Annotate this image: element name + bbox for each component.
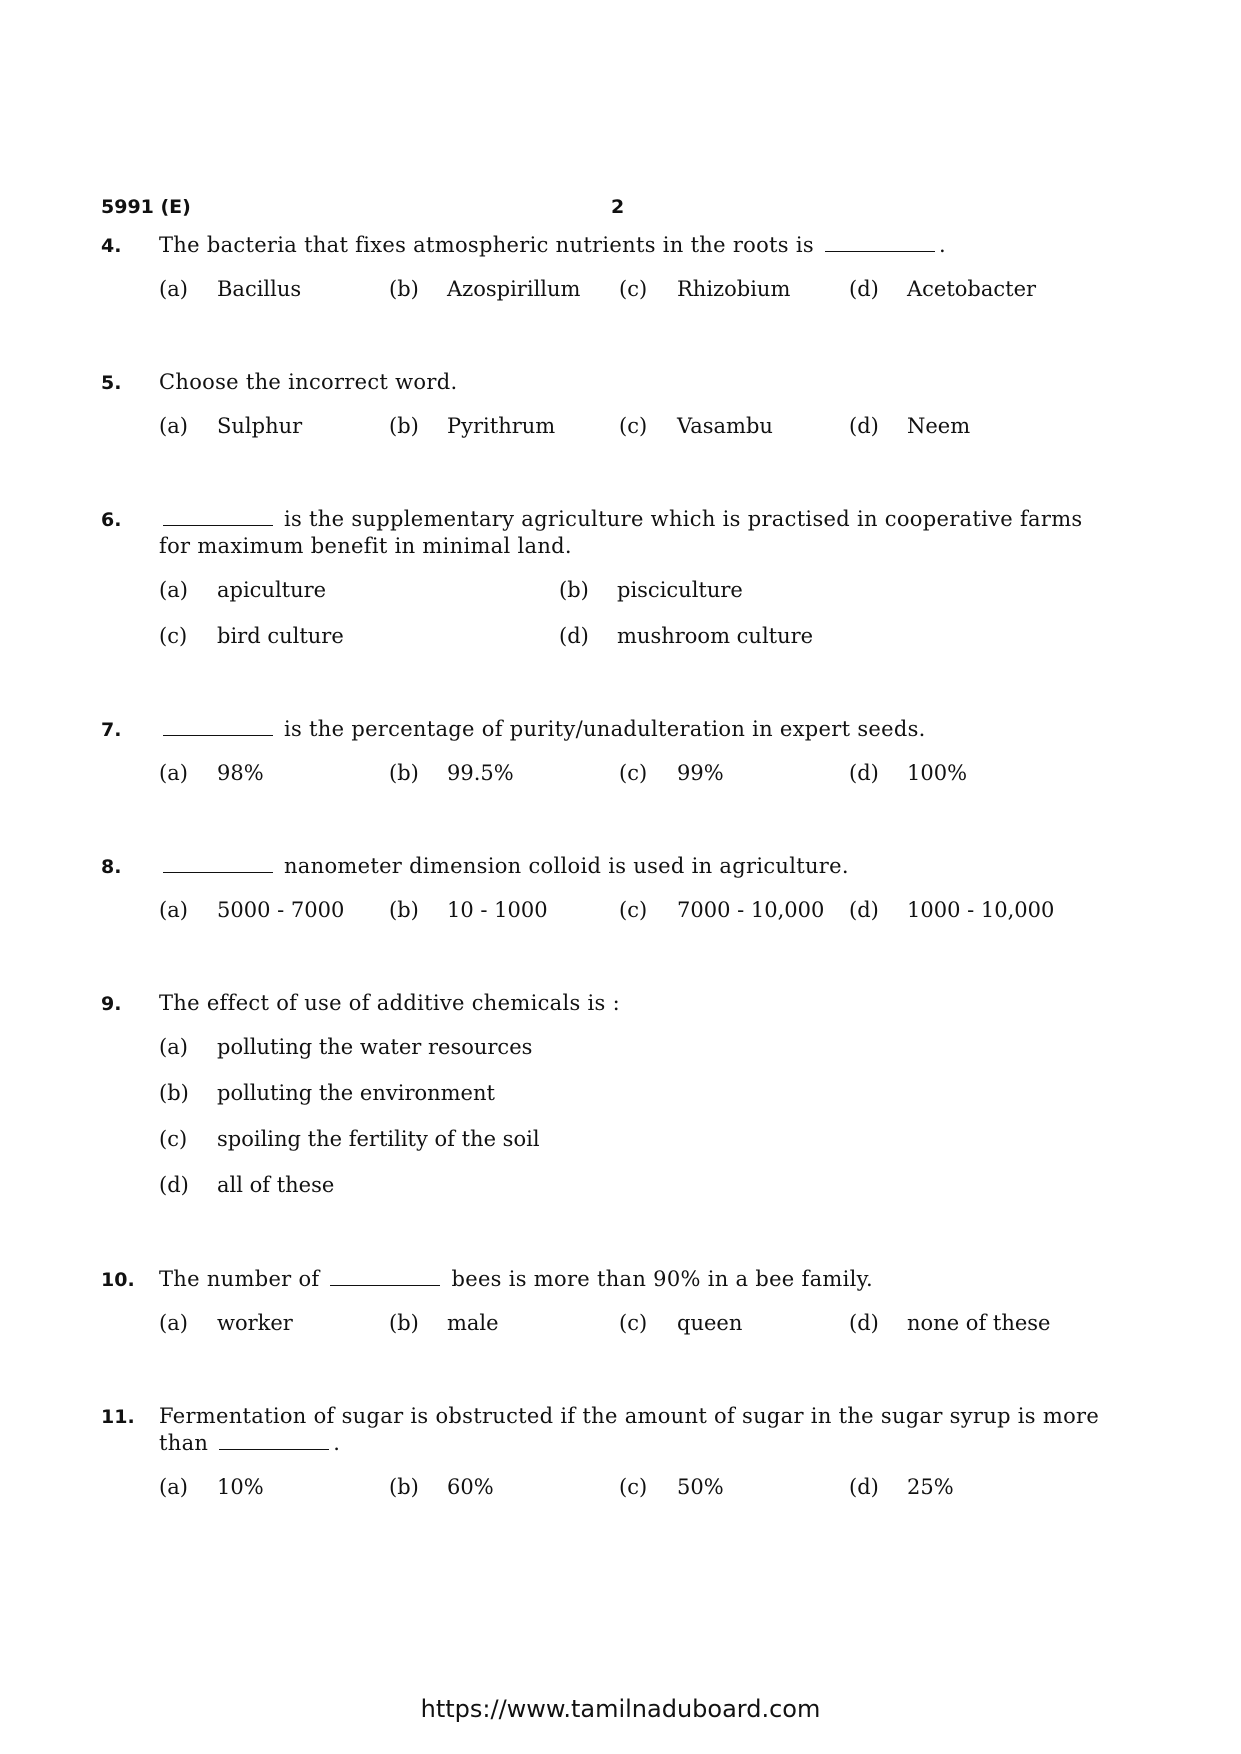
- answer-blank: [825, 250, 935, 252]
- question-7: [101, 716, 1101, 807]
- footer-url[interactable]: https://www.tamilnaduboard.com: [420, 1695, 821, 1723]
- question-number: 11.: [101, 1406, 135, 1428]
- option-a: (a) 10%: [159, 1475, 264, 1499]
- question-text-end: .: [938, 233, 946, 257]
- question-number: 8.: [101, 856, 122, 878]
- question-text: The number of: [159, 1267, 320, 1291]
- option-c: (c) 50%: [619, 1475, 724, 1499]
- question-9: [101, 990, 1101, 1219]
- question-10: [101, 1266, 1101, 1357]
- question-text: The effect of use of additive chemicals is :: [159, 991, 620, 1015]
- option-c: (c) spoiling the fertility of the soil: [159, 1127, 540, 1151]
- question-text-end: .: [333, 1431, 341, 1455]
- question-5: [101, 369, 1101, 460]
- answer-blank: [219, 1448, 329, 1450]
- paper-code: 5991 (E): [101, 196, 191, 218]
- question-number: 9.: [101, 993, 122, 1015]
- option-b: (b) 10 - 1000: [389, 898, 548, 922]
- page-number: 2: [611, 196, 625, 218]
- question-number: 10.: [101, 1269, 135, 1291]
- option-d: (d) mushroom culture: [559, 624, 814, 648]
- answer-blank: [163, 734, 273, 736]
- question-8: [101, 853, 1101, 944]
- question-6: [101, 506, 1101, 670]
- question-4: [101, 232, 1101, 323]
- question-number: 6.: [101, 509, 122, 531]
- question-text: is the supplementary agriculture which is practised in cooperative farms for maximum benefit in minimal land.: [159, 507, 1083, 558]
- option-d: (d) 25%: [849, 1475, 954, 1499]
- option-c: (c) 7000 - 10,000: [619, 898, 825, 922]
- question-text: is the percentage of purity/unadulteration in expert seeds.: [283, 717, 926, 741]
- option-a: (a) apiculture: [159, 578, 327, 602]
- option-a: (a) worker: [159, 1311, 293, 1335]
- question-text-end: bees is more than 90% in a bee family.: [451, 1267, 873, 1291]
- option-b: (b) polluting the environment: [159, 1081, 495, 1105]
- option-d: (d) Acetobacter: [849, 277, 1037, 301]
- question-text: Choose the incorrect word.: [159, 370, 458, 394]
- option-b: (b) 60%: [389, 1475, 494, 1499]
- option-d: (d) 1000 - 10,000: [849, 898, 1055, 922]
- question-text: The bacteria that fixes atmospheric nutrients in the roots is: [159, 233, 814, 257]
- question-number: 5.: [101, 372, 122, 394]
- option-d: (d) Neem: [849, 414, 971, 438]
- answer-blank: [330, 1284, 440, 1286]
- option-c: (c) bird culture: [159, 624, 344, 648]
- option-a: (a) 5000 - 7000: [159, 898, 345, 922]
- option-b: (b) pisciculture: [559, 578, 743, 602]
- option-b: (b) male: [389, 1311, 499, 1335]
- option-c: (c) Vasambu: [619, 414, 773, 438]
- option-b: (b) Azospirillum: [389, 277, 581, 301]
- option-a: (a) Bacillus: [159, 277, 302, 301]
- option-c: (c) 99%: [619, 761, 724, 785]
- option-d: (d) 100%: [849, 761, 968, 785]
- option-a: (a) polluting the water resources: [159, 1035, 533, 1059]
- option-a: (a) 98%: [159, 761, 264, 785]
- option-b: (b) 99.5%: [389, 761, 514, 785]
- question-number: 4.: [101, 235, 122, 257]
- option-d: (d) all of these: [159, 1173, 335, 1197]
- option-b: (b) Pyrithrum: [389, 414, 556, 438]
- option-a: (a) Sulphur: [159, 414, 303, 438]
- question-11: [101, 1403, 1101, 1521]
- question-text: nanometer dimension colloid is used in agriculture.: [283, 854, 849, 878]
- question-number: 7.: [101, 719, 122, 741]
- question-text: Fermentation of sugar is obstructed if the amount of sugar in the sugar syrup is more than: [159, 1404, 1100, 1455]
- answer-blank: [163, 871, 273, 873]
- option-c: (c) queen: [619, 1311, 743, 1335]
- option-d: (d) none of these: [849, 1311, 1051, 1335]
- option-c: (c) Rhizobium: [619, 277, 791, 301]
- answer-blank: [163, 524, 273, 526]
